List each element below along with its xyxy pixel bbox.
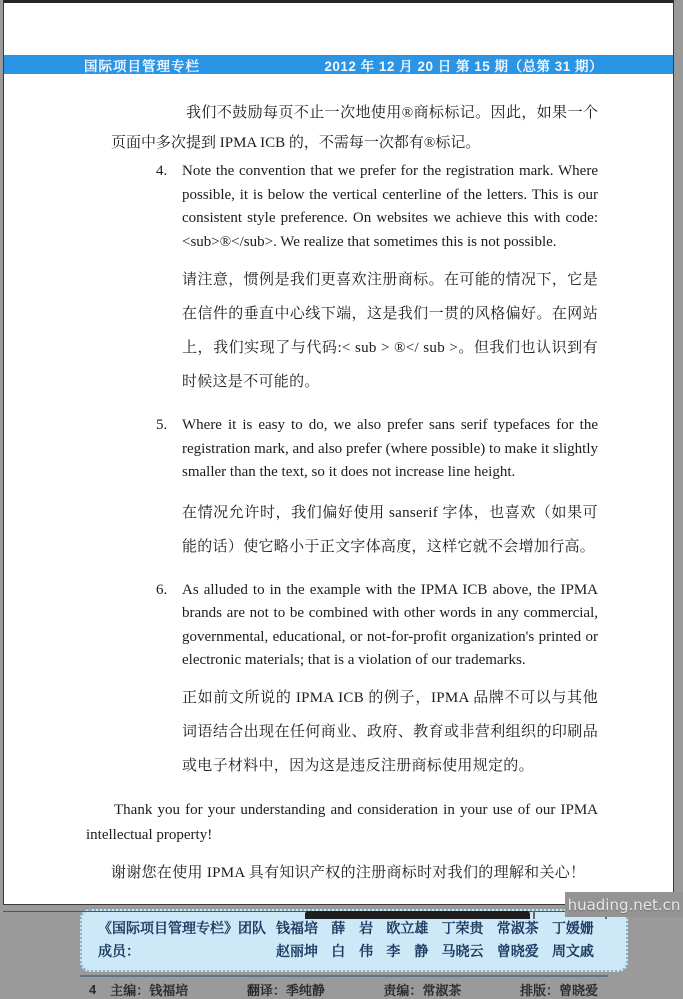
list-item-4-translation: 请注意，惯例是我们更喜欢注册商标。在可能的情况下，它是在信件的垂直中心线下端，这是我们一贯的风格偏好。在网站上，我们实现了与代码:< sub > ®</ sub >。但我们也认识到有时候这是不可能的。	[182, 272, 598, 390]
credit-translator: 翻译：季纯静	[246, 982, 325, 998]
list-item-6	[86, 579, 598, 673]
team-member: 马晓云	[441, 944, 484, 960]
list-item-5-text: Where it is easy to do, we also prefer sans serif typefaces for the registration mark, and also prefer (where possible) to make it slightly smaller than the text, so it does not increase line height.	[182, 417, 598, 480]
team-member: 李 静	[386, 944, 429, 960]
credits-row	[110, 980, 598, 999]
credit-responsible-editor: 责编：常淑茶	[383, 982, 462, 998]
page-header-bar	[4, 55, 673, 74]
team-member: 白 伟	[331, 944, 374, 960]
column-title: 国际项目管理专栏	[84, 58, 200, 74]
team-row-1	[276, 918, 594, 941]
team-member: 常淑茶	[496, 921, 539, 937]
page-footer	[86, 980, 598, 999]
credit-editor: 主编：钱福培	[110, 982, 189, 998]
footer-divider	[80, 975, 608, 977]
list-item-4	[86, 160, 598, 254]
team-box-label: 《国际项目管理专栏》团队成员：	[98, 921, 266, 960]
team-member: 赵丽坤	[276, 944, 318, 960]
list-item-5-translation: 在情况允许时，我们偏好使用 sanserif 字体，也喜欢（如果可能的话）使它略小于正文字体高度，这样它就不会增加行高。	[182, 504, 598, 555]
credit-typesetter: 排版：曾晓爱	[519, 982, 598, 998]
list-item-6-text: As alluded to in the example with the IPMA ICB above, the IPMA brands are not to be combined with other words in any commercial, governmental, educational, or not-for-profit organization's printed or electronic materials; that is a violation of our trademarks.	[182, 581, 598, 668]
team-members-list	[276, 918, 594, 964]
team-member: 曾晓爱	[496, 944, 539, 960]
team-member: 欧立雄	[386, 921, 429, 937]
page-content	[4, 98, 673, 999]
closing-paragraph-cn: 谢谢您在使用 IPMA 具有知识产权的注册商标时对我们的理解和关心！	[111, 864, 586, 881]
team-row-2	[276, 941, 594, 964]
list-item-4-number: 4.	[156, 163, 168, 179]
bottom-divider-tick	[533, 911, 535, 919]
list-item-6-number: 6.	[156, 581, 168, 598]
issue-date-info: 2012 年 12 月 20 日 第 15 期（总第 31 期）	[324, 58, 603, 74]
list-item-5	[86, 414, 598, 485]
team-member: 周文戚	[551, 944, 594, 960]
team-member: 钱福培	[276, 921, 318, 937]
list-item-5-number: 5.	[156, 417, 168, 433]
page-number: 4	[89, 981, 97, 997]
team-member: 薛 岩	[331, 921, 374, 937]
team-member: 丁媛姗	[551, 921, 594, 937]
list-item-6-translation: 正如前文所说的 IPMA ICB 的例子，IPMA 品牌不可以与其他词语结合出现在任何商业、政府、教育或非营利组织的印刷品或电子材料中，因为这是违反注册商标使用规定的。	[182, 689, 598, 774]
bottom-dark-segment	[305, 911, 530, 919]
closing-paragraph-en: Thank you for your understanding and consideration in your use of our IPMA intellectual property!	[86, 801, 598, 843]
team-member: 丁荣贵	[441, 921, 484, 937]
list-item-4-text: Note the convention that we prefer for the registration mark. Where possible, it is below the vertical centerline of the letters. This is our consistent style preference. On websites we achieve this with code: <sub>®</sub>. We realize that sometimes this is not possible.	[182, 163, 598, 250]
site-watermark: huading.net.cn	[565, 892, 683, 917]
intro-paragraph-cn: 我们不鼓励每页不止一次地使用®商标标记。因此，如果一个页面中多次提到 IPMA ICB 的，不需每一次都有®标记。	[111, 105, 598, 151]
